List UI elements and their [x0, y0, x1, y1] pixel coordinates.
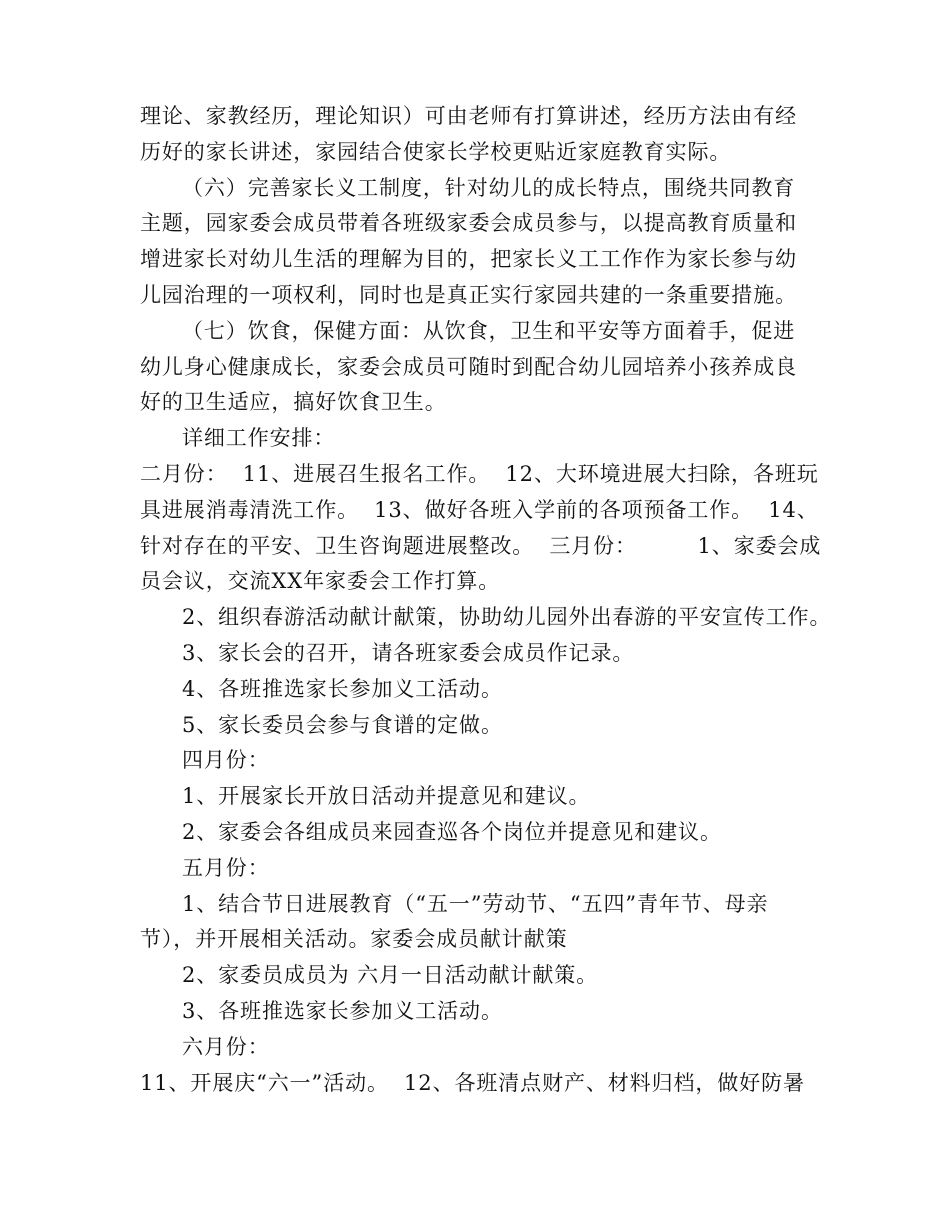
text-line: 儿园治理的一项权利，同时也是真正实行家园共建的一条重要措施。	[140, 282, 797, 307]
text-line: （七）饮食，保健方面：从饮食，卫生和平安等方面着手，促进	[182, 318, 796, 343]
document-body	[140, 99, 832, 1101]
text-line: 好的卫生适应，搞好饮食卫生。	[140, 390, 447, 415]
text-line: （六）完善家长义工制度，针对幼儿的成长特点，围绕共同教育	[182, 175, 796, 200]
text-line: 增进家长对幼儿生活的理解为目的，把家长义工工作作为家长参与幼	[140, 247, 797, 272]
list-item: 2、组织春游活动献计献策，协助幼儿园外出春游的平安宣传工作。	[182, 605, 832, 630]
month-heading: 六月份：	[182, 1034, 270, 1059]
list-item: 2、家委会各组成员来园查巡各个岗位并提意见和建议。	[182, 819, 722, 844]
text-line: 具进展消毒清洗工作。 13、做好各班入学前的各项预备工作。 14、	[140, 497, 819, 522]
text-line: 理论、家教经历，理论知识）可由老师有打算讲述，经历方法由有经	[140, 104, 797, 128]
text-line: 员会议，交流XX年家委会工作打算。	[140, 569, 501, 594]
list-item: 5、家长委员会参与食谱的定做。	[182, 712, 503, 737]
text-line: 主题，园家委会成员带着各班级家委会成员参与，以提高教育质量和	[140, 211, 797, 236]
section-heading: 详细工作安排：	[182, 426, 336, 451]
list-item: 2、家委员成员为 六月一日活动献计献策。	[182, 963, 599, 988]
list-item: 1、开展家长开放日活动并提意见和建议。	[182, 784, 591, 809]
month-heading: 四月份：	[182, 748, 270, 773]
text-line: 针对存在的平安、卫生咨询题进展整改。 三月份： 1、家委会成	[140, 533, 822, 558]
text-line: 幼儿身心健康成长，家委会成员可随时到配合幼儿园培养小孩养成良	[140, 354, 797, 379]
text-line: 节），并开展相关活动。家委会成员献计献策	[140, 927, 568, 952]
list-item: 3、各班推选家长参加义工活动。	[182, 998, 503, 1023]
text-line: 11、开展庆“六一”活动。 12、各班清点财产、材料归档，做好防暑	[140, 1070, 805, 1095]
list-item: 1、结合节日进展教育（“五一”劳动节、“五四”青年节、母亲	[182, 891, 769, 916]
list-item: 4、各班推选家长参加义工活动。	[182, 676, 503, 701]
text-line: 历好的家长讲述，家园结合使家长学校更贴近家庭教育实际。	[140, 139, 732, 164]
month-heading: 五月份：	[182, 855, 270, 880]
text-line: 二月份： 11、进展召生报名工作。 12、大环境进展大扫除，各班玩	[140, 461, 819, 486]
list-item: 3、家长会的召开，请各班家委会成员作记录。	[182, 640, 635, 665]
